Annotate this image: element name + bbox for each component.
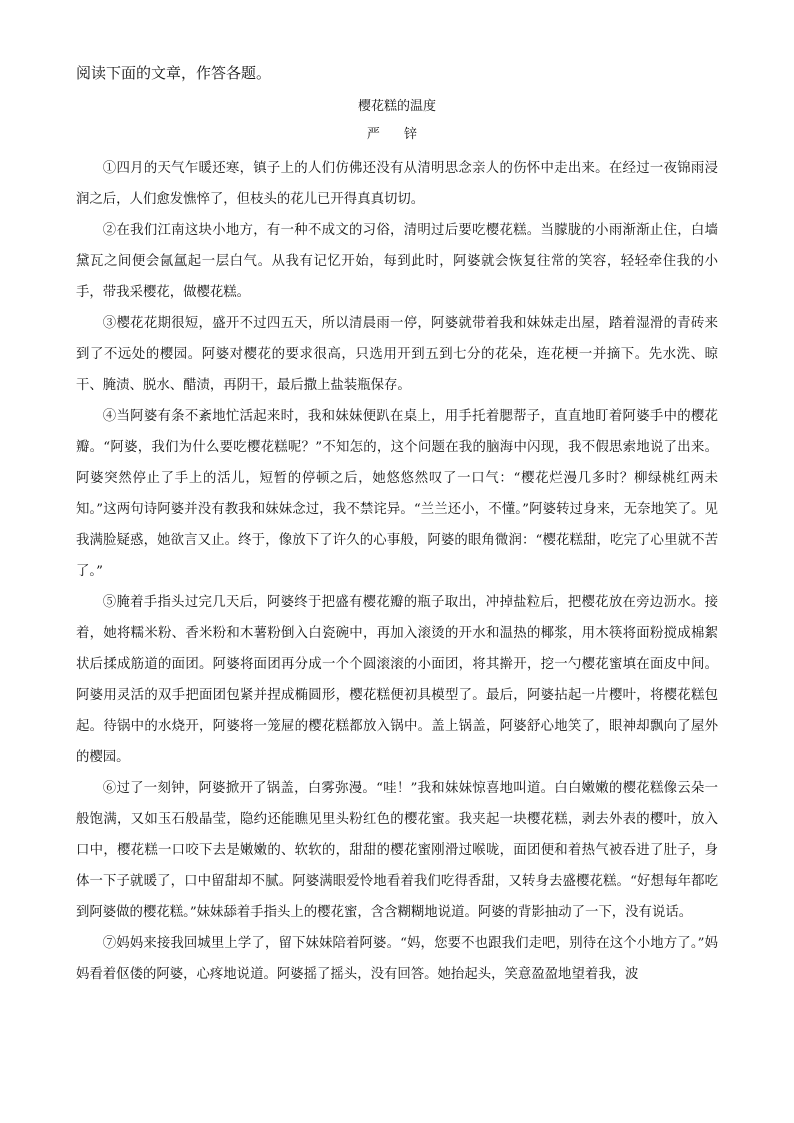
paragraph-7: ⑦妈妈来接我回城里上学了，留下妹妹陪着阿婆。“妈，您要不也跟我们走吧，别待在这个小地方了。”妈妈看着伛偻的阿婆，心疼地说道。阿婆摇了摇头，没有回答。她抬起头，笑意盈盈地望着我，波 (76, 936, 718, 982)
paragraph-6: ⑥过了一刻钟，阿婆掀开了锅盖，白雾弥漫。“哇！”我和妹妹惊喜地叫道。白白嫩嫩的樱花糕像云朵一般饱满，又如玉石般晶莹，隐约还能瞧见里头粉红色的樱花蜜。我夹起一块樱花糕，剥去外表的樱叶，放入口中，樱花糕一口咬下去是嫩嫩的、软软的，甜甜的樱花蜜刚滑过喉咙，面团便和着热气被吞进了肚子，身体一下子就暖了，口中留甜却不腻。阿婆满眼爱怜地看着我们吃得香甜，又转身去盛樱花糕。“好想每年都吃到阿婆做的樱花糕。”妹妹舔着手指头上的樱花蜜，含含糊糊地说道。阿婆的背影抽动了一下，没有说话。 (76, 781, 718, 920)
paragraph-5: ⑤腌着手指头过完几天后，阿婆终于把盛有樱花瓣的瓶子取出，冲掉盐粒后，把樱花放在旁边沥水。接着，她将糯米粉、香米粉和木薯粉倒入白瓷碗中，再加入滚烫的开水和温热的椰浆，用木筷将面粉搅成棉絮状后揉成筋道的面团。阿婆将面团再分成一个个圆滚滚的小面团，将其擀开，挖一勺樱花蜜填在面皮中间。阿婆用灵活的双手把面团包紧并捏成椭圆形，樱花糕便初具模型了。最后，阿婆拈起一片樱叶，将樱花糕包起。待锅中的水烧开，阿婆将一笼屉的樱花糕都放入锅中。盖上锅盖，阿婆舒心地笑了，眼神却飘向了屋外的樱园。 (76, 595, 718, 765)
instruction-text: 阅读下面的文章，作答各题。 (76, 64, 272, 82)
paragraph-2: ②在我们江南这块小地方，有一种不成文的习俗，清明过后要吃樱花糕。当朦胧的小雨渐渐止住，白墙黛瓦之间便会氤氲起一层白气。从我有记忆开始，每到此时，阿婆就会恢复往常的笑容，轻轻牵住我的小手，带我采樱花，做樱花糕。 (76, 223, 718, 300)
article-title: 樱花糕的温度 (357, 99, 436, 114)
paragraph-1: ①四月的天气乍暖还寒，镇子上的人们仿佛还没有从清明思念亲人的伤怀中走出来。在经过一夜锦雨浸润之后，人们愈发憔悴了，但枝头的花儿已开得真真切切。 (76, 161, 718, 207)
article-author: 严 锌 (366, 127, 428, 142)
article-body (76, 153, 718, 990)
paragraph-3: ③樱花花期很短，盛开不过四五天，所以清晨雨一停，阿婆就带着我和妹妹走出屋，踏着湿滑的青砖来到了不远处的樱园。阿婆对樱花的要求很高，只选用开到五到七分的花朵，连花梗一并摘下。先水洗、晾干、腌渍、脱水、醋渍，再阴干，最后撒上盐装瓶保存。 (76, 316, 718, 393)
paragraph-4: ④当阿婆有条不紊地忙活起来时，我和妹妹便趴在桌上，用手托着腮帮子，直直地盯着阿婆手中的樱花瓣。“阿婆，我们为什么要吃樱花糕呢？”不知怎的，这个问题在我的脑海中闪现，我不假思索地说了出来。阿婆突然停止了手上的活儿，短暂的停顿之后，她悠悠然叹了一口气：“樱花烂漫几多时？柳绿桃红两未知。”这两句诗阿婆并没有教我和妹妹念过，我不禁诧异。“兰兰还小，不懂。”阿婆转过身来，无奈地笑了。见我满脸疑惑，她欲言又止。终于，像放下了许久的心事般，阿婆的眼角微润：“樱花糕甜，吃完了心里就不苦了。” (76, 409, 718, 579)
